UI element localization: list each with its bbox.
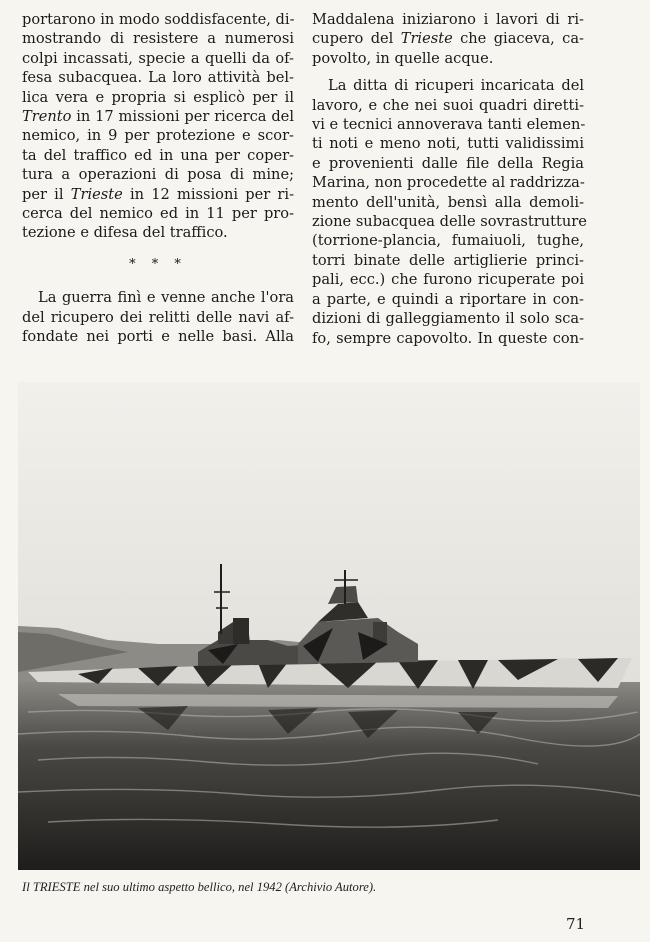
- text-line: del ricupero dei relitti delle navi af-: [22, 308, 294, 326]
- ship-photograph: [18, 382, 640, 870]
- text-line: zione subacquea delle sovrastrutture: [312, 213, 587, 231]
- text-line-trento: Trento in 17 missioni per ricerca del: [22, 108, 294, 126]
- photo-caption: Il TRIESTE nel suo ultimo aspetto bellico, nel 1942 (Archivio Autore).: [22, 880, 377, 894]
- text-line: ta del traffico ed in una per coper-: [22, 146, 294, 164]
- ship-name: Trento: [22, 108, 72, 126]
- text-line: cerca del nemico ed in 11 per pro-: [22, 205, 294, 223]
- right-text-column: [312, 10, 587, 348]
- text-line: lavoro, e che nei suoi quadri diretti-: [312, 96, 584, 114]
- text-line: vi e tecnici annoverava tanti elemen-: [312, 116, 586, 134]
- text-line: La guerra finì e venne anche l'ora: [38, 289, 294, 307]
- text-line: portarono in modo soddisfacente, di-: [22, 11, 295, 28]
- text-line: tura a operazioni di posa di mine;: [22, 166, 294, 184]
- text-line: mostrando di resistere a numerosi: [22, 30, 294, 48]
- text-line-trieste: cupero del Trieste che giaceva, ca-: [312, 30, 584, 48]
- text-line: e provenienti dalle file della Regia: [312, 154, 584, 172]
- paragraph-salvage-company: [312, 76, 587, 348]
- text-line: dizioni di galleggiamento il solo sca-: [312, 310, 584, 328]
- text-line: mento dell'unità, bensì alla demoli-: [312, 193, 584, 211]
- left-text-column: [22, 10, 294, 347]
- text-line: fondate nei porti e nelle basi. Alla: [22, 328, 294, 346]
- paragraph-maddalena: [312, 10, 584, 68]
- text-line: lica vera e propria si esplicò per il: [22, 88, 294, 106]
- text-line: a parte, e quindi a riportare in con-: [312, 290, 584, 308]
- text-line: fesa subacquea. La loro attività bel-: [22, 69, 294, 87]
- text-line: tezione e difesa del traffico.: [22, 224, 228, 242]
- paragraph-missions: [22, 10, 294, 243]
- text-line: (torrione-plancia, fumaiuoli, tughe,: [312, 232, 584, 250]
- section-separator: * * *: [129, 256, 187, 272]
- cruiser-trieste-image: [18, 382, 640, 870]
- paragraph-recovery: [22, 288, 294, 346]
- page-number: 71: [566, 915, 586, 933]
- text-line: ti noti e meno noti, tutti validissimi: [312, 135, 584, 153]
- text-line: nemico, in 9 per protezione e scor-: [22, 127, 294, 145]
- text-line: colpi incassati, specie a quelli da of-: [22, 49, 294, 67]
- ship-name: Trieste: [400, 30, 453, 48]
- ship-name: Trieste: [70, 185, 123, 203]
- text-line: povolto, in quelle acque.: [312, 49, 494, 67]
- text-line-trieste: per il Trieste in 12 missioni per ri-: [22, 185, 294, 203]
- text-line: Marina, non procedette al raddrizza-: [312, 174, 585, 192]
- text-line: fo, sempre capovolto. In queste con-: [312, 329, 584, 347]
- text-line: torri binate delle artiglierie princi-: [312, 251, 584, 269]
- text-line: Maddalena iniziarono i lavori di ri-: [312, 11, 584, 28]
- text-line: pali, ecc.) che furono ricuperate poi: [312, 271, 584, 289]
- text-line: La ditta di ricuperi incaricata del: [328, 77, 584, 95]
